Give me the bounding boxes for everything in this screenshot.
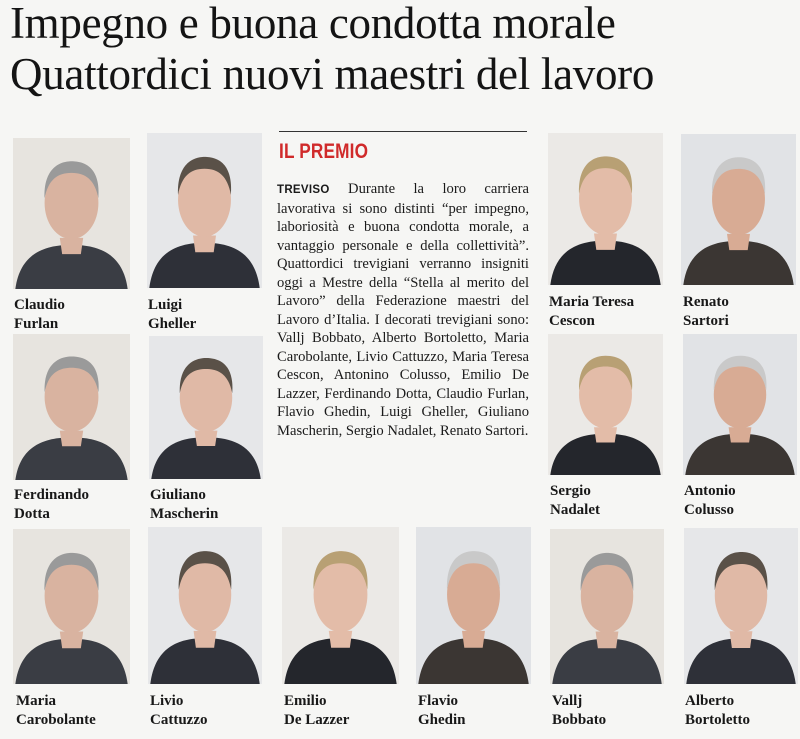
person-name: Renato Sartori [683, 294, 729, 329]
portrait-photo [13, 334, 130, 480]
headline-line-2: Quattordici nuovi maestri del lavoro [10, 49, 655, 99]
portrait-photo [548, 334, 663, 475]
person-name: Ferdinando Dotta [14, 487, 90, 522]
person-name: Maria Carobolante [16, 693, 96, 728]
portrait-photo [416, 527, 531, 684]
portrait-photo [684, 528, 798, 684]
article-body: Durante la loro carriera lavorativa si sono distinti “per impegno, laboriosità e buona condotta morale, a vantaggio personale e della collettività”. Quattordici trevigiani verranno insigniti oggi a Mestre della “Stella al merito del Lavoro” della Federazione maestri del Lavoro d’Italia. I decorati trevigiani sono: Vallj Bobbato, Alberto Bortoletto, Maria Carobolante, Livio Cattuzzo, Maria Teresa Cescon, Antonino Colusso, Emilio De Lazzer, Ferdinando Dotta, Claudio Furlan, Flavio Ghedin, Luigi Gheller, Giuliano Mascherin, Sergio Nadalet, Renato Sartori. [277, 181, 529, 439]
portrait-photo [548, 133, 663, 285]
portrait-silhouette [681, 134, 796, 285]
portrait-photo [681, 134, 796, 285]
portrait-silhouette [149, 336, 263, 479]
person-name: Sergio Nadalet [550, 483, 600, 518]
person-name: Maria Teresa Cescon [549, 294, 635, 329]
portrait-silhouette [684, 528, 798, 684]
portrait-silhouette [13, 529, 130, 684]
article-dateline: TREVISO [277, 184, 330, 196]
portrait-photo [13, 529, 130, 684]
headline-line-1: Impegno e buona condotta morale [10, 0, 616, 48]
portrait-silhouette [147, 133, 262, 288]
person-name: Antonio Colusso [684, 483, 736, 518]
person-name: Vallj Bobbato [552, 693, 607, 728]
portrait-photo [149, 336, 263, 479]
portrait-photo [13, 138, 130, 289]
portrait-silhouette [13, 138, 130, 289]
portrait-silhouette [548, 334, 663, 475]
portrait-photo [147, 133, 262, 288]
portrait-silhouette [548, 133, 663, 285]
portrait-silhouette [148, 527, 262, 684]
person-name: Giuliano Mascherin [150, 487, 219, 522]
person-name: Claudio Furlan [14, 297, 65, 332]
portrait-silhouette [683, 334, 797, 475]
portrait-silhouette [550, 529, 664, 684]
person-name: Alberto Bortoletto [685, 693, 750, 728]
person-name: Livio Cattuzzo [150, 693, 208, 728]
person-name: Flavio Ghedin [418, 693, 466, 728]
person-name: Emilio De Lazzer [284, 693, 350, 728]
portrait-photo [683, 334, 797, 475]
section-label: IL PREMIO [279, 140, 369, 163]
article-text [277, 180, 529, 440]
portrait-photo [282, 527, 399, 684]
portrait-silhouette [416, 527, 531, 684]
portrait-silhouette [282, 527, 399, 684]
portrait-photo [148, 527, 262, 684]
person-name: Luigi Gheller [148, 297, 197, 332]
portrait-photo [550, 529, 664, 684]
section-rule [279, 131, 527, 132]
portrait-silhouette [13, 334, 130, 480]
